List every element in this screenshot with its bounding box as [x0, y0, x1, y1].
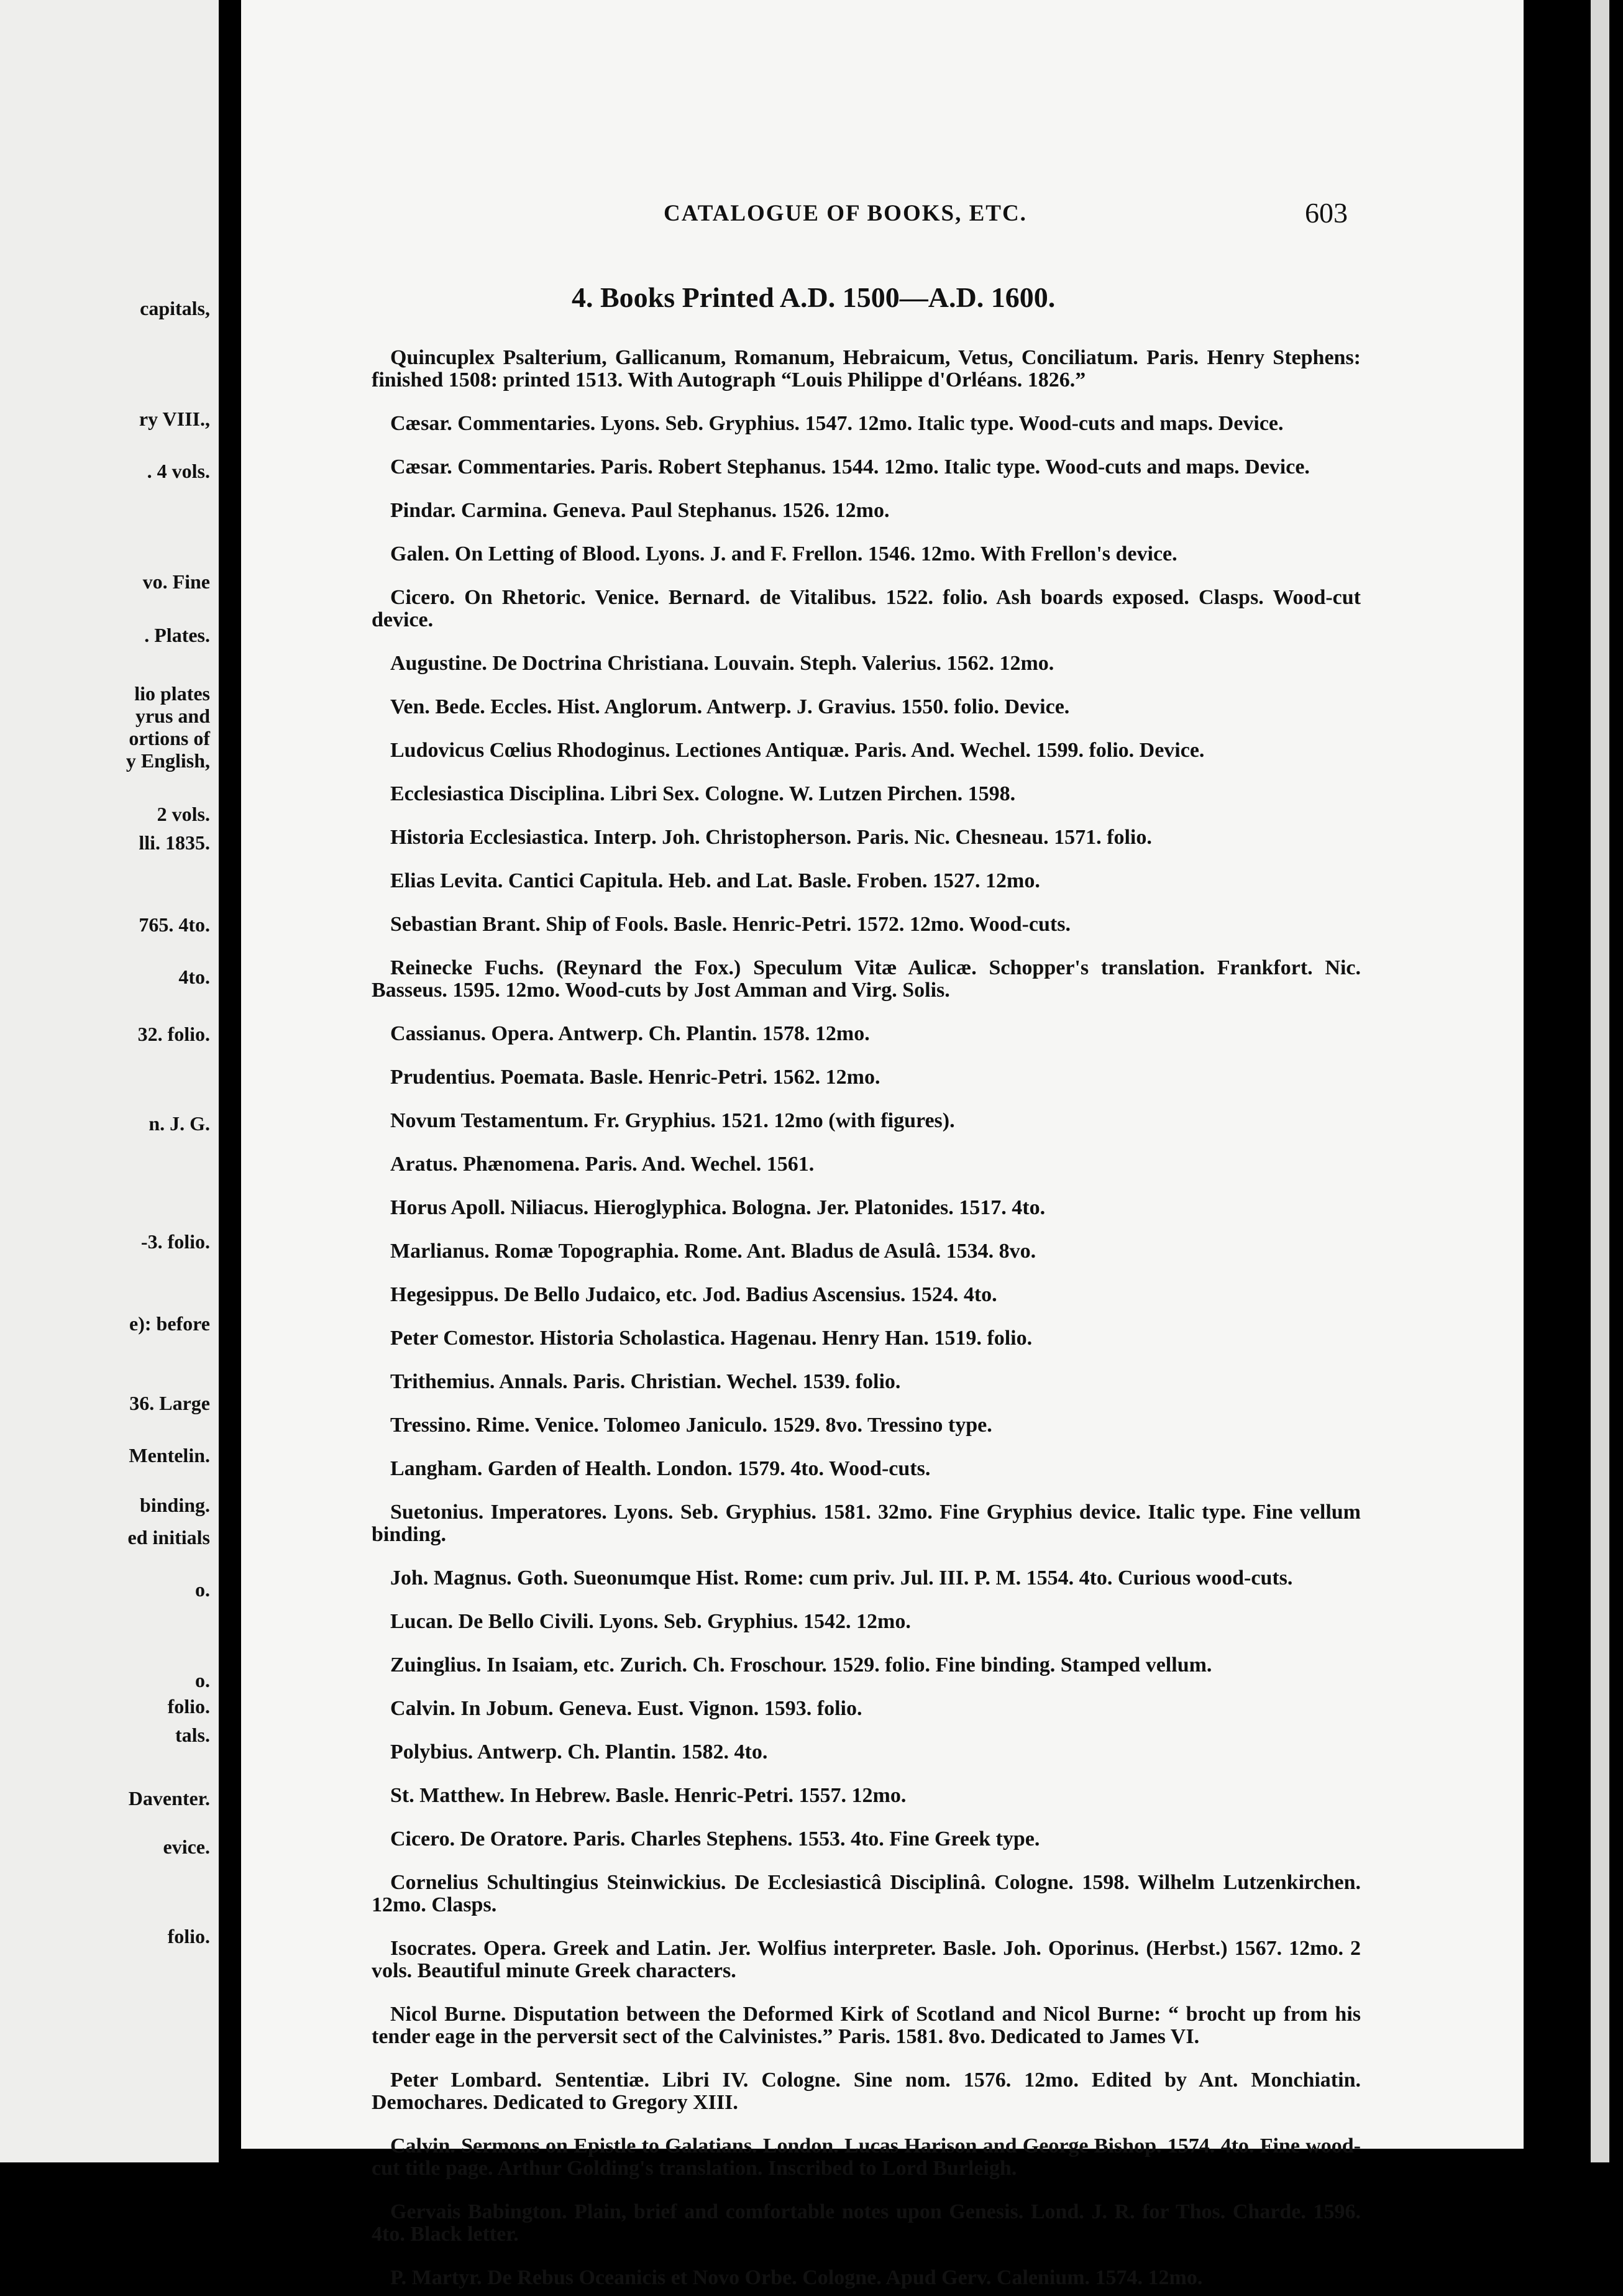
catalogue-entry: Peter Comestor. Historia Scholastica. Hagenau. Henry Han. 1519. folio. — [390, 1327, 1033, 1350]
left-text-fragment: -3. folio. — [140, 1230, 210, 1253]
catalogue-entry: St. Matthew. In Hebrew. Basle. Henric-Petri. 1557. 12mo. — [390, 1784, 907, 1807]
catalogue-entry: Trithemius. Annals. Paris. Christian. Wechel. 1539. folio. — [390, 1370, 901, 1393]
catalogue-entry: Gervais Babington. Plain, brief and comfortable notes upon Genesis. Lond. J. R. for Thos. Charde. 1596. 4to. Black letter. — [372, 2200, 1361, 2246]
catalogue-entry: Reinecke Fuchs. (Reynard the Fox.) Speculum Vitæ Aulicæ. Schopper's translation. Frankfort. Nic. Basseus. 1595. 12mo. Wood-cuts by Jost Amman and Virg. Solis. — [372, 956, 1361, 1002]
page-edge — [1591, 0, 1609, 2162]
catalogue-entry: Isocrates. Opera. Greek and Latin. Jer. Wolfius interpreter. Basle. Joh. Oporinus. (Herbst.) 1567. 12mo. 2 vols. Beautiful minute Greek characters. — [372, 1937, 1361, 1982]
catalogue-entry: Cassianus. Opera. Antwerp. Ch. Plantin. 1578. 12mo. — [390, 1022, 870, 1045]
catalogue-entry: Tressino. Rime. Venice. Tolomeo Janiculo. 1529. 8vo. Tressino type. — [390, 1414, 992, 1437]
section-title: 4. Books Printed A.D. 1500—A.D. 1600. — [572, 281, 1056, 313]
catalogue-entry: Galen. On Letting of Blood. Lyons. J. and F. Frellon. 1546. 12mo. With Frellon's device. — [390, 542, 1177, 565]
catalogue-entry: Cicero. De Oratore. Paris. Charles Stephens. 1553. 4to. Fine Greek type. — [390, 1827, 1040, 1850]
left-text-fragment: 2 vols. — [157, 803, 210, 825]
catalogue-entry: Augustine. De Doctrina Christiana. Louvain. Steph. Valerius. 1562. 12mo. — [390, 652, 1054, 675]
catalogue-entry: P. Martyr. De Rebus Oceanicis et Novo Orbe. Cologne. Apud Gerv. Calenium. 1574. 12mo. — [390, 2266, 1203, 2289]
left-text-fragment: y English, — [126, 749, 210, 772]
left-text-fragment: ry VIII., — [139, 408, 210, 430]
catalogue-entry: Ven. Bede. Eccles. Hist. Anglorum. Antwerp. J. Gravius. 1550. folio. Device. — [390, 695, 1070, 718]
left-text-fragment: folio. — [167, 1925, 210, 1947]
left-text-fragment: 36. Large — [129, 1392, 210, 1414]
left-text-fragment: folio. — [167, 1695, 210, 1717]
left-text-fragment: . 4 vols. — [147, 460, 210, 482]
catalogue-entry: Langham. Garden of Health. London. 1579. 4to. Wood-cuts. — [390, 1457, 931, 1480]
catalogue-entry: Novum Testamentum. Fr. Gryphius. 1521. 12mo (with figures). — [390, 1109, 955, 1132]
left-text-fragment: 32. folio. — [137, 1023, 210, 1045]
left-text-fragment: . Plates. — [144, 624, 210, 646]
left-text-fragment: capitals, — [140, 297, 210, 319]
catalogue-entry: Suetonius. Imperatores. Lyons. Seb. Gryphius. 1581. 32mo. Fine Gryphius device. Italic type. Fine vellum binding. — [372, 1501, 1361, 1546]
left-text-fragment: tals. — [175, 1724, 210, 1746]
left-text-fragment: 765. 4to. — [139, 913, 210, 936]
left-text-fragment: yrus and — [135, 705, 210, 727]
left-text-fragment: lli. 1835. — [139, 831, 210, 854]
left-text-fragment: vo. Fine — [142, 570, 210, 593]
left-text-fragment: o. — [195, 1578, 210, 1601]
catalogue-entry: Calvin. In Jobum. Geneva. Eust. Vignon. 1593. folio. — [390, 1697, 862, 1720]
catalogue-entry: Prudentius. Poemata. Basle. Henric-Petri. 1562. 12mo. — [390, 1066, 880, 1089]
page-number: 603 — [1305, 197, 1348, 229]
catalogue-entry: Horus Apoll. Niliacus. Hieroglyphica. Bologna. Jer. Platonides. 1517. 4to. — [390, 1196, 1046, 1219]
catalogue-entry: Quincuplex Psalterium, Gallicanum, Romanum, Hebraicum, Vetus, Conciliatum. Paris. Henry Stephens: finished 1508: printed 1513. With Autograph “Louis Philippe d'Orléans. 1826.” — [372, 346, 1361, 391]
catalogue-entry: Elias Levita. Cantici Capitula. Heb. and Lat. Basle. Froben. 1527. 12mo. — [390, 869, 1040, 892]
left-text-fragment: ortions of — [129, 727, 210, 749]
catalogue-entry: Cæsar. Commentaries. Paris. Robert Stephanus. 1544. 12mo. Italic type. Wood-cuts and maps. Device. — [390, 455, 1310, 478]
catalogue-entry: Cornelius Schultingius Steinwickius. De Ecclesiasticâ Disciplinâ. Cologne. 1598. Wilhelm Lutzenkirchen. 12mo. Clasps. — [372, 1871, 1361, 1916]
left-text-fragment: Daventer. — [128, 1787, 210, 1809]
facing-page-fragment — [0, 0, 219, 2162]
catalogue-entry: Cæsar. Commentaries. Lyons. Seb. Gryphius. 1547. 12mo. Italic type. Wood-cuts and maps. Device. — [390, 412, 1284, 435]
left-text-fragment: 4to. — [178, 966, 210, 988]
catalogue-entry: Historia Ecclesiastica. Interp. Joh. Christopherson. Paris. Nic. Chesneau. 1571. folio. — [390, 826, 1152, 849]
catalogue-entry: Aratus. Phænomena. Paris. And. Wechel. 1561. — [390, 1153, 815, 1176]
running-header: CATALOGUE OF BOOKS, ETC. — [664, 201, 1027, 226]
left-text-fragment: n. J. G. — [149, 1112, 210, 1135]
left-text-fragment: lio plates — [134, 682, 210, 705]
catalogue-entry: Ludovicus Cœlius Rhodoginus. Lectiones Antiquæ. Paris. And. Wechel. 1599. folio. Device. — [390, 739, 1205, 762]
catalogue-entry: Hegesippus. De Bello Judaico, etc. Jod. Badius Ascensius. 1524. 4to. — [390, 1283, 997, 1306]
left-text-fragment: binding. — [140, 1494, 210, 1516]
catalogue-entry: Cicero. On Rhetoric. Venice. Bernard. de Vitalibus. 1522. folio. Ash boards exposed. Clasps. Wood-cut device. — [372, 586, 1361, 631]
catalogue-entry: Lucan. De Bello Civili. Lyons. Seb. Gryphius. 1542. 12mo. — [390, 1610, 911, 1633]
left-text-fragment: o. — [195, 1669, 210, 1691]
catalogue-entries — [372, 326, 1361, 2296]
catalogue-entry: Joh. Magnus. Goth. Sueonumque Hist. Rome: cum priv. Jul. III. P. M. 1554. 4to. Curious wood-cuts. — [390, 1566, 1293, 1589]
catalogue-entry: Sebastian Brant. Ship of Fools. Basle. Henric-Petri. 1572. 12mo. Wood-cuts. — [390, 913, 1071, 936]
catalogue-entry: Nicol Burne. Disputation between the Deformed Kirk of Scotland and Nicol Burne: “ brocht up from his tender eage in the perversit sect of the Calvinistes.” Paris. 1581. 8vo. Dedicated to James VI. — [372, 2003, 1361, 2048]
catalogue-entry: Zuinglius. In Isaiam, etc. Zurich. Ch. Froschour. 1529. folio. Fine binding. Stamped vellum. — [390, 1653, 1212, 1676]
catalogue-entry: Pindar. Carmina. Geneva. Paul Stephanus. 1526. 12mo. — [390, 499, 890, 522]
left-text-fragment: e): before — [129, 1312, 210, 1335]
catalogue-entry: Polybius. Antwerp. Ch. Plantin. 1582. 4to. — [390, 1740, 768, 1763]
catalogue-entry: Ecclesiastica Disciplina. Libri Sex. Cologne. W. Lutzen Pirchen. 1598. — [390, 782, 1016, 805]
left-text-fragment: Mentelin. — [129, 1444, 210, 1466]
catalogue-entry: Calvin. Sermons on Epistle to Galatians. London. Lucas Harison and George Bishop. 1574. 4to. Fine wood-cut title page. Arthur Golding's translation. Inscribed to Lord Burleigh. — [372, 2134, 1361, 2180]
catalogue-entry: Marlianus. Romæ Topographia. Rome. Ant. Bladus de Asulâ. 1534. 8vo. — [390, 1240, 1036, 1263]
catalogue-entry: Peter Lombard. Sententiæ. Libri IV. Cologne. Sine nom. 1576. 12mo. Edited by Ant. Monchiatin. Demochares. Dedicated to Gregory XIII. — [372, 2069, 1361, 2114]
left-text-fragment: evice. — [163, 1836, 210, 1858]
left-text-fragment: ed initials — [127, 1526, 210, 1548]
